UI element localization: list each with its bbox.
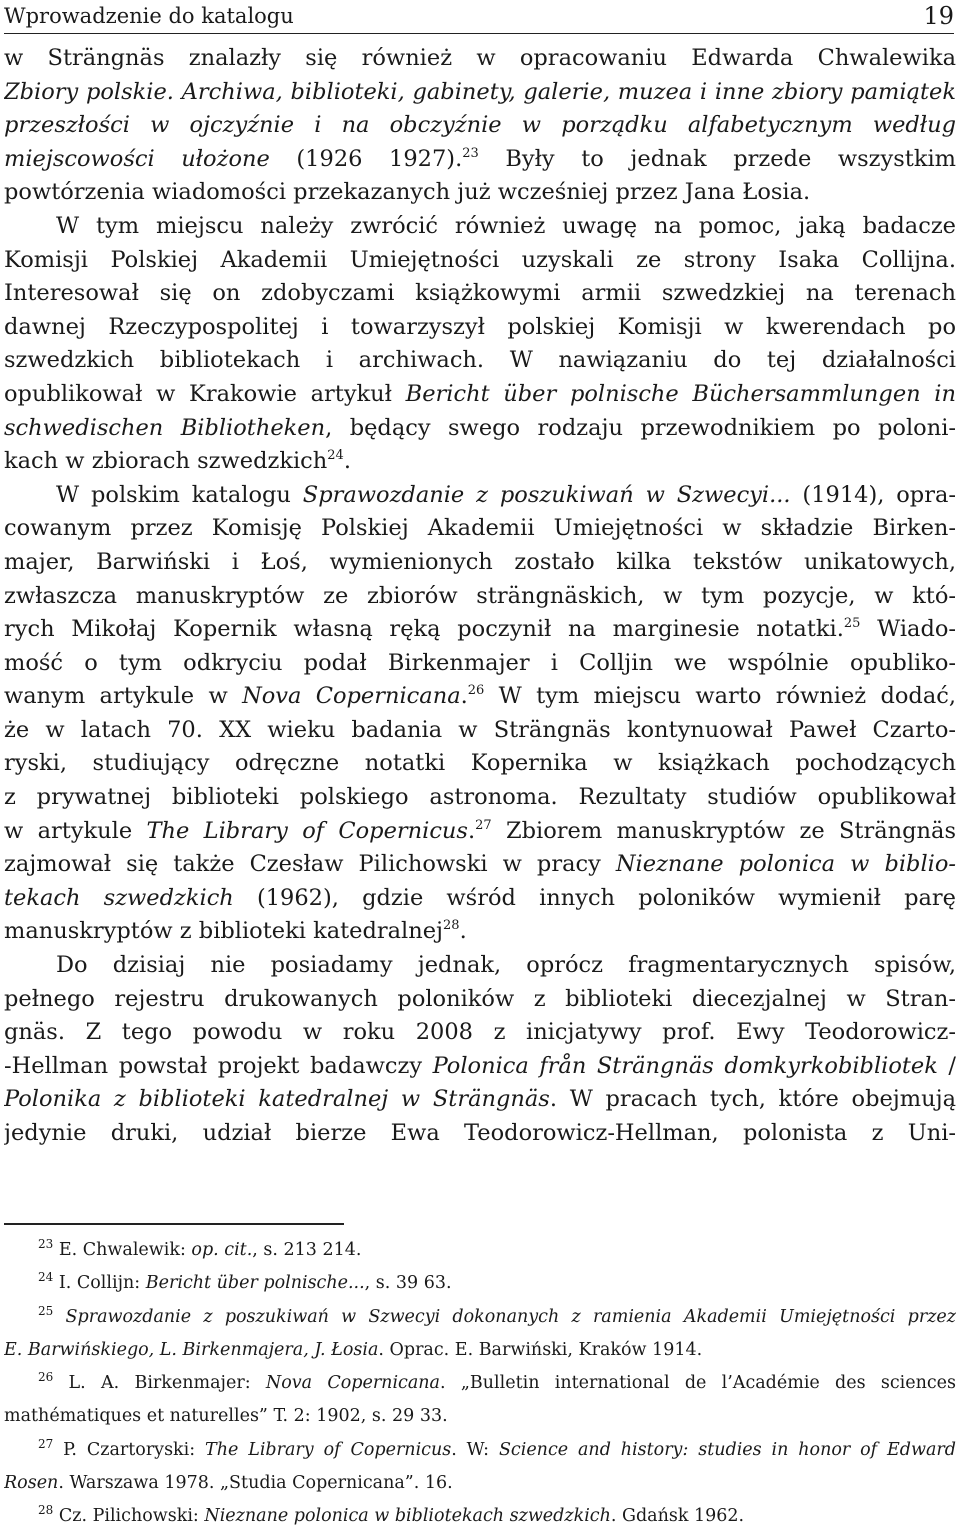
footnote-line: $^{24}$ I. Collijn: Bericht über polnische..., s. 39 63. [38,1270,452,1294]
text-line: W tym miejscu należy zwrócić również uwagę na pomoc, jaką badacze [56,212,956,239]
text-line: mość o tym odkryciu podał Birkenmajer i Colljin we wspólnie opubliko- [4,649,956,676]
text-line: z prywatnej biblioteki polskiego astronoma. Rezultaty studiów opublikował [4,784,956,811]
header-rule [4,33,954,34]
text-line: jedynie druki, udział bierze Ewa Teodorowicz-Hellman, polonista z Uni- [4,1120,956,1146]
text-line: pełnego rejestru drukowanych poloników z biblioteki diecezjalnej w Stran- [4,985,956,1012]
text-line: majer, Barwiński i Łoś, wymienionych zostało kilka tekstów unikatowych, [4,548,956,575]
text-line: schwedischen Bibliotheken, będący swego rodzaju przewodnikiem po poloni- [4,414,956,441]
text-line: gnäs. Z tego powodu w roku 2008 z inicjatywy prof. Ewy Teodorowicz- [4,1019,956,1046]
text-line: miejscowości ułożone (1926 1927).$^{23}$ Były to jednak przede wszystkim [4,145,956,172]
footnote-line: mathématiques et naturelles” T. 2: 1902, s. 29 33. [4,1406,448,1427]
text-line: przeszłości w ojczyźnie i na obczyźnie w porządku alfabetycznym według [4,112,956,139]
footnote-separator [4,1223,344,1225]
page-number: 19 [923,2,954,30]
text-line: Polonika z biblioteki katedralnej w Strängnäs. W pracach tych, które obejmują [4,1086,956,1113]
text-line: -Hellman powstał projekt badawczy Polonica från Strängnäs domkyrkobibliotek / [4,1052,956,1079]
text-line: rych Mikołaj Kopernik własną ręką poczynił na marginesie notatki.$^{25}$ Wiado- [4,616,956,643]
footnote-line: $^{23}$ E. Chwalewik: op. cit., s. 213 214. [38,1237,362,1260]
text-line: zajmował się także Czesław Pilichowski w pracy Nieznane polonica w biblio- [4,851,956,878]
text-line: zwłaszcza manuskryptów ze zbiorów strängnäskich, w tym pozycje, w któ- [4,582,956,609]
text-line: w Strängnäs znalazły się również w opracowaniu Edwarda Chwalewika [4,45,956,71]
text-line: dawnej Rzeczypospolitej i towarzyszył polskiej Komisji w kwerendach po [4,313,956,340]
text-line: kach w zbiorach szwedzkich$^{24}$. [4,448,351,475]
text-line: ryski, studiujący odręczne notatki Kopernika w książkach pochodzących [4,750,956,777]
text-line: wanym artykule w Nova Copernicana.$^{26}$ W tym miejscu warto również dodać, [4,683,956,710]
running-title: Wprowadzenie do katalogu [4,4,294,28]
footnote-line: $^{25}$ Sprawozdanie z poszukiwań w Szwecyi dokonanych z ramienia Akademii Umiejętności przez [38,1303,956,1327]
footnote-line: Rosen. Warszawa 1978. „Studia Copernicana”. 16. [4,1473,453,1494]
footnote-line: $^{27}$ P. Czartoryski: The Library of Copernicus. W: Science and history: studies in honor of Edward [38,1436,956,1460]
footnote-line: E. Barwińskiego, L. Birkenmajera, J. Łosia. Oprac. E. Barwiński, Kraków 1914. [4,1339,703,1360]
text-line: opublikował w Krakowie artykuł Bericht über polnische Büchersammlungen in [4,380,956,407]
text-line: powtórzenia wiadomości przekazanych już wcześniej przez Jana Łosia. [4,179,811,206]
text-line: Komisji Polskiej Akademii Umiejętności uzyskali ze strony Isaka Collijna. [4,246,956,273]
main-text [4,42,956,1151]
footnotes [4,1234,956,1534]
text-line: Do dzisiaj nie posiadamy jednak, oprócz fragmentarycznych spisów, [56,952,956,979]
text-line: w artykule The Library of Copernicus.$^{27}$ Zbiorem manuskryptów ze Strängnäs [4,817,956,844]
text-line: Interesował się on zdobyczami książkowymi armii szwedzkiej na terenach [4,280,956,307]
footnote-line: $^{26}$ L. A. Birkenmajer: Nova Copernicana. „Bulletin international de l’Académie des sciences [38,1370,956,1394]
text-line: Zbiory polskie. Archiwa, biblioteki, gabinety, galerie, muzea i inne zbiory pamiątek [4,78,956,105]
page-header [4,0,954,34]
text-line: manuskryptów z biblioteki katedralnej$^{28}$. [4,918,467,945]
text-line: że w latach 70. XX wieku badania w Strängnäs kontynuował Paweł Czarto- [4,716,956,743]
footnote-line: $^{28}$ Cz. Pilichowski: Nieznane polonica w bibliotekach szwedzkich. Gdańsk 1962. [38,1503,745,1527]
text-line: cowanym przez Komisję Polskiej Akademii Umiejętności w składzie Birken- [4,515,956,542]
text-line: tekach szwedzkich (1962), gdzie wśród innych poloników wymienił parę [4,884,956,911]
text-line: szwedzkich bibliotekach i archiwach. W nawiązaniu do tej działalności [4,347,956,374]
text-line: W polskim katalogu Sprawozdanie z poszukiwań w Szwecyi... (1914), opra- [56,481,956,508]
